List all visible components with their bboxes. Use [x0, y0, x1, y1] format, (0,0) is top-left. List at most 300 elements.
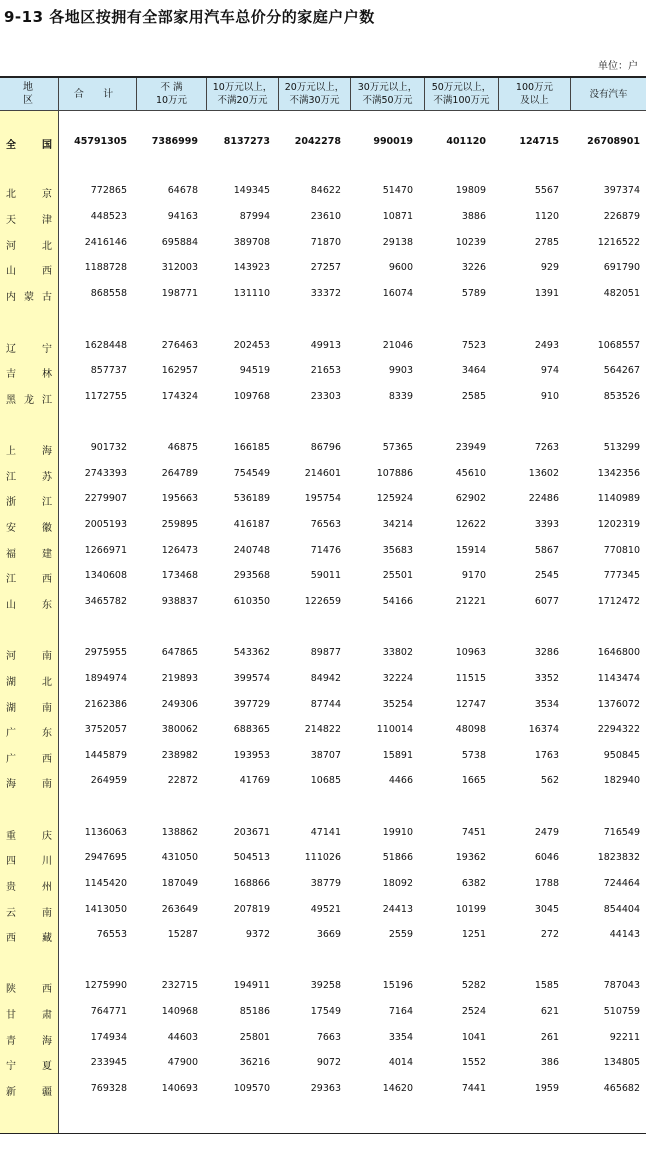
- value-cell: 25801: [239, 1032, 270, 1043]
- value-cell: 5282: [461, 980, 486, 991]
- value-cell: 261: [540, 1032, 559, 1043]
- value-cell: 2279907: [84, 493, 127, 504]
- column-header-no-car: 没有汽车: [570, 78, 646, 110]
- value-cell: 27257: [310, 262, 341, 273]
- region-name: 重 庆: [6, 831, 52, 842]
- value-cell: 109768: [233, 391, 270, 402]
- value-cell: 48098: [455, 724, 486, 735]
- value-cell: 203671: [233, 827, 270, 838]
- value-cell: 3286: [534, 647, 559, 658]
- value-cell: 264959: [90, 775, 127, 786]
- value-cell: 564267: [603, 365, 640, 376]
- value-cell: 2947695: [84, 852, 127, 863]
- value-cell: 21221: [455, 596, 486, 607]
- value-cell: 233945: [90, 1057, 127, 1068]
- value-cell: 22872: [167, 775, 198, 786]
- region-name: 辽 宁: [6, 344, 52, 355]
- value-cell: 2975955: [84, 647, 127, 658]
- value-cell: 1552: [461, 1057, 486, 1068]
- value-cell: 772865: [90, 185, 127, 196]
- table-header: [0, 78, 646, 111]
- value-cell: 938837: [161, 596, 198, 607]
- value-cell: 2416146: [84, 237, 127, 248]
- value-cell: 857737: [90, 365, 127, 376]
- value-cell: 168866: [233, 878, 270, 889]
- value-cell: 764771: [90, 1006, 127, 1017]
- region-name: 江 西: [6, 574, 52, 585]
- value-cell: 182940: [603, 775, 640, 786]
- value-cell: 482051: [603, 288, 640, 299]
- value-cell: 3465782: [84, 596, 127, 607]
- value-cell: 87744: [310, 699, 341, 710]
- value-cell: 2585: [461, 391, 486, 402]
- region-name: 山 西: [6, 266, 52, 277]
- value-cell: 3352: [534, 673, 559, 684]
- value-cell: 6046: [534, 852, 559, 863]
- table-row: [0, 724, 646, 742]
- value-cell: 2162386: [84, 699, 127, 710]
- value-cell: 47141: [310, 827, 341, 838]
- value-cell: 138862: [161, 827, 198, 838]
- table-row: [0, 878, 646, 896]
- value-cell: 513299: [603, 442, 640, 453]
- region-name: 北 京: [6, 189, 52, 200]
- table-row: [0, 365, 646, 383]
- value-cell: 9372: [245, 929, 270, 940]
- value-cell: 38707: [310, 750, 341, 761]
- value-cell: 3752057: [84, 724, 127, 735]
- value-cell: 1340608: [84, 570, 127, 581]
- value-cell: 15287: [167, 929, 198, 940]
- value-cell: 18092: [382, 878, 413, 889]
- value-cell: 38779: [310, 878, 341, 889]
- value-cell: 1376072: [597, 699, 640, 710]
- value-cell: 11515: [455, 673, 486, 684]
- region-name: 湖 北: [6, 677, 52, 688]
- value-cell: 769328: [90, 1083, 127, 1094]
- value-cell: 465682: [603, 1083, 640, 1094]
- table-row: [0, 647, 646, 665]
- table-row: [0, 288, 646, 306]
- value-cell: 110014: [376, 724, 413, 735]
- value-cell: 1172755: [84, 391, 127, 402]
- value-cell: 134805: [603, 1057, 640, 1068]
- table-row: [0, 493, 646, 511]
- region-name: 湖 南: [6, 703, 52, 714]
- value-cell: 149345: [233, 185, 270, 196]
- value-cell: 399574: [233, 673, 270, 684]
- bottom-rule: [0, 1133, 646, 1134]
- value-cell: 2493: [534, 340, 559, 351]
- value-cell: 1763: [534, 750, 559, 761]
- value-cell: 23610: [310, 211, 341, 222]
- value-cell: 448523: [90, 211, 127, 222]
- value-cell: 5867: [534, 545, 559, 556]
- region-name: 贵 州: [6, 882, 52, 893]
- value-cell: 21046: [382, 340, 413, 351]
- value-cell: 2785: [534, 237, 559, 248]
- value-cell: 198771: [161, 288, 198, 299]
- region-name: 西 藏: [6, 933, 52, 944]
- value-cell: 1041: [461, 1032, 486, 1043]
- value-cell: 7523: [461, 340, 486, 351]
- value-cell: 7386999: [151, 136, 198, 147]
- region-name: 天 津: [6, 215, 52, 226]
- value-cell: 10239: [455, 237, 486, 248]
- value-cell: 2545: [534, 570, 559, 581]
- value-cell: 688365: [233, 724, 270, 735]
- value-cell: 187049: [161, 878, 198, 889]
- value-cell: 22486: [528, 493, 559, 504]
- value-cell: 174324: [161, 391, 198, 402]
- value-cell: 34214: [382, 519, 413, 530]
- table-row: [0, 699, 646, 717]
- value-cell: 109570: [233, 1083, 270, 1094]
- value-cell: 724464: [603, 878, 640, 889]
- value-cell: 76563: [310, 519, 341, 530]
- value-cell: 16374: [528, 724, 559, 735]
- value-cell: 202453: [233, 340, 270, 351]
- value-cell: 397729: [233, 699, 270, 710]
- value-cell: 45610: [455, 468, 486, 479]
- value-cell: 39258: [310, 980, 341, 991]
- table-row: [0, 775, 646, 793]
- value-cell: 386: [540, 1057, 559, 1068]
- value-cell: 195754: [304, 493, 341, 504]
- column-header-total: 合 计: [58, 78, 136, 110]
- region-name: 广 东: [6, 728, 52, 739]
- region-name: 青 海: [6, 1036, 52, 1047]
- value-cell: 7441: [461, 1083, 486, 1094]
- region-name: 江 苏: [6, 472, 52, 483]
- value-cell: 1894974: [84, 673, 127, 684]
- value-cell: 47900: [167, 1057, 198, 1068]
- value-cell: 122659: [304, 596, 341, 607]
- value-cell: 15914: [455, 545, 486, 556]
- table-row: [0, 852, 646, 870]
- table-row: [0, 827, 646, 845]
- value-cell: 44143: [609, 929, 640, 940]
- value-cell: 8137273: [223, 136, 270, 147]
- value-cell: 2743393: [84, 468, 127, 479]
- value-cell: 716549: [603, 827, 640, 838]
- value-cell: 17549: [310, 1006, 341, 1017]
- value-cell: 214822: [304, 724, 341, 735]
- value-cell: 5567: [534, 185, 559, 196]
- value-cell: 389708: [233, 237, 270, 248]
- value-cell: 45791305: [74, 136, 127, 147]
- value-cell: 272: [540, 929, 559, 940]
- value-cell: 1251: [461, 929, 486, 940]
- value-cell: 12747: [455, 699, 486, 710]
- unit-label: 单位：户: [598, 61, 638, 72]
- value-cell: 107886: [376, 468, 413, 479]
- value-cell: 3464: [461, 365, 486, 376]
- value-cell: 990019: [373, 136, 413, 147]
- table-row: [0, 570, 646, 588]
- value-cell: 929: [540, 262, 559, 273]
- value-cell: 259895: [161, 519, 198, 530]
- value-cell: 71476: [310, 545, 341, 556]
- value-cell: 5789: [461, 288, 486, 299]
- value-cell: 195663: [161, 493, 198, 504]
- value-cell: 232715: [161, 980, 198, 991]
- table-row: [0, 391, 646, 409]
- column-header-under-10w: 不 满 10万元: [136, 78, 206, 110]
- value-cell: 2524: [461, 1006, 486, 1017]
- value-cell: 3226: [461, 262, 486, 273]
- region-name: 甘 肃: [6, 1010, 52, 1021]
- value-cell: 162957: [161, 365, 198, 376]
- value-cell: 33802: [382, 647, 413, 658]
- value-cell: 10199: [455, 904, 486, 915]
- value-cell: 4466: [388, 775, 413, 786]
- table-row: [0, 929, 646, 947]
- table-row: [0, 673, 646, 691]
- region-name: 山 东: [6, 600, 52, 611]
- value-cell: 140693: [161, 1083, 198, 1094]
- value-cell: 1585: [534, 980, 559, 991]
- value-cell: 226879: [603, 211, 640, 222]
- value-cell: 23303: [310, 391, 341, 402]
- table-row: [0, 904, 646, 922]
- value-cell: 19910: [382, 827, 413, 838]
- value-cell: 143923: [233, 262, 270, 273]
- value-cell: 14620: [382, 1083, 413, 1094]
- value-cell: 1445879: [84, 750, 127, 761]
- table-row: [0, 211, 646, 229]
- value-cell: 1665: [461, 775, 486, 786]
- value-cell: 249306: [161, 699, 198, 710]
- region-name: 上 海: [6, 446, 52, 457]
- value-cell: 125924: [376, 493, 413, 504]
- value-cell: 57365: [382, 442, 413, 453]
- value-cell: 3886: [461, 211, 486, 222]
- value-cell: 9170: [461, 570, 486, 581]
- value-cell: 854404: [603, 904, 640, 915]
- value-cell: 32224: [382, 673, 413, 684]
- value-cell: 41769: [239, 775, 270, 786]
- value-cell: 2294322: [597, 724, 640, 735]
- table-row: [0, 1083, 646, 1101]
- value-cell: 10871: [382, 211, 413, 222]
- table-row: [0, 185, 646, 203]
- value-cell: 1788: [534, 878, 559, 889]
- value-cell: 8339: [388, 391, 413, 402]
- column-header-10w-20w: 10万元以上， 不满20万元: [206, 78, 278, 110]
- value-cell: 194911: [233, 980, 270, 991]
- table-row: [0, 980, 646, 998]
- value-cell: 35254: [382, 699, 413, 710]
- value-cell: 124715: [519, 136, 559, 147]
- value-cell: 901732: [90, 442, 127, 453]
- value-cell: 35683: [382, 545, 413, 556]
- region-name: 内蒙古: [6, 292, 52, 303]
- region-name: 新 疆: [6, 1087, 52, 1098]
- value-cell: 868558: [90, 288, 127, 299]
- value-cell: 21653: [310, 365, 341, 376]
- value-cell: 174934: [90, 1032, 127, 1043]
- value-cell: 131110: [233, 288, 270, 299]
- table-row: [0, 262, 646, 280]
- value-cell: 950845: [603, 750, 640, 761]
- column-header-100w-plus: 100万元 及以上: [498, 78, 570, 110]
- value-cell: 1145420: [84, 878, 127, 889]
- region-name: 宁 夏: [6, 1061, 52, 1072]
- value-cell: 416187: [233, 519, 270, 530]
- value-cell: 695884: [161, 237, 198, 248]
- value-cell: 1266971: [84, 545, 127, 556]
- value-cell: 3354: [388, 1032, 413, 1043]
- value-cell: 87994: [239, 211, 270, 222]
- region-name: 福 建: [6, 549, 52, 560]
- value-cell: 54166: [382, 596, 413, 607]
- value-cell: 1391: [534, 288, 559, 299]
- value-cell: 29363: [310, 1083, 341, 1094]
- value-cell: 173468: [161, 570, 198, 581]
- value-cell: 510759: [603, 1006, 640, 1017]
- value-cell: 263649: [161, 904, 198, 915]
- table-row: [0, 442, 646, 460]
- value-cell: 76553: [96, 929, 127, 940]
- table-row: [0, 1057, 646, 1075]
- value-cell: 85186: [239, 1006, 270, 1017]
- value-cell: 71870: [310, 237, 341, 248]
- value-cell: 7164: [388, 1006, 413, 1017]
- column-header-region: 地 区: [23, 82, 43, 106]
- region-name: 海 南: [6, 779, 52, 790]
- value-cell: 64678: [167, 185, 198, 196]
- value-cell: 562: [540, 775, 559, 786]
- value-cell: 4014: [388, 1057, 413, 1068]
- value-cell: 3669: [316, 929, 341, 940]
- table-row: [0, 519, 646, 537]
- value-cell: 19809: [455, 185, 486, 196]
- value-cell: 3045: [534, 904, 559, 915]
- table-row: [0, 340, 646, 358]
- table-row: [0, 237, 646, 255]
- table-row: [0, 596, 646, 614]
- value-cell: 264789: [161, 468, 198, 479]
- value-cell: 2005193: [84, 519, 127, 530]
- region-name: 四 川: [6, 856, 52, 867]
- value-cell: 7451: [461, 827, 486, 838]
- value-cell: 910: [540, 391, 559, 402]
- table-row: [0, 136, 646, 154]
- table-row: [0, 545, 646, 563]
- value-cell: 51470: [382, 185, 413, 196]
- value-cell: 312003: [161, 262, 198, 273]
- value-cell: 49913: [310, 340, 341, 351]
- value-cell: 86796: [310, 442, 341, 453]
- table-row: [0, 468, 646, 486]
- value-cell: 5738: [461, 750, 486, 761]
- value-cell: 1136063: [84, 827, 127, 838]
- value-cell: 238982: [161, 750, 198, 761]
- value-cell: 543362: [233, 647, 270, 658]
- value-cell: 787043: [603, 980, 640, 991]
- value-cell: 401120: [446, 136, 486, 147]
- value-cell: 853526: [603, 391, 640, 402]
- column-header-30w-50w: 30万元以上， 不满50万元: [350, 78, 424, 110]
- value-cell: 84622: [310, 185, 341, 196]
- value-cell: 219893: [161, 673, 198, 684]
- value-cell: 1342356: [597, 468, 640, 479]
- value-cell: 3393: [534, 519, 559, 530]
- value-cell: 10963: [455, 647, 486, 658]
- region-name: 黑龙江: [6, 395, 52, 406]
- value-cell: 94163: [167, 211, 198, 222]
- value-cell: 974: [540, 365, 559, 376]
- value-cell: 1188728: [84, 262, 127, 273]
- value-cell: 2479: [534, 827, 559, 838]
- value-cell: 1712472: [597, 596, 640, 607]
- value-cell: 1140989: [597, 493, 640, 504]
- value-cell: 59011: [310, 570, 341, 581]
- value-cell: 84942: [310, 673, 341, 684]
- value-cell: 92211: [609, 1032, 640, 1043]
- value-cell: 126473: [161, 545, 198, 556]
- value-cell: 26708901: [587, 136, 640, 147]
- value-cell: 7663: [316, 1032, 341, 1043]
- value-cell: 2559: [388, 929, 413, 940]
- table-row: [0, 1032, 646, 1050]
- value-cell: 240748: [233, 545, 270, 556]
- value-cell: 536189: [233, 493, 270, 504]
- value-cell: 1646800: [597, 647, 640, 658]
- value-cell: 610350: [233, 596, 270, 607]
- value-cell: 276463: [161, 340, 198, 351]
- value-cell: 1216522: [597, 237, 640, 248]
- value-cell: 9903: [388, 365, 413, 376]
- value-cell: 15891: [382, 750, 413, 761]
- value-cell: 29138: [382, 237, 413, 248]
- value-cell: 397374: [603, 185, 640, 196]
- value-cell: 23949: [455, 442, 486, 453]
- value-cell: 1120: [534, 211, 559, 222]
- value-cell: 62902: [455, 493, 486, 504]
- value-cell: 770810: [603, 545, 640, 556]
- value-cell: 1202319: [597, 519, 640, 530]
- region-name: 河 北: [6, 241, 52, 252]
- value-cell: 25501: [382, 570, 413, 581]
- value-cell: 1068557: [597, 340, 640, 351]
- value-cell: 1143474: [597, 673, 640, 684]
- value-cell: 89877: [310, 647, 341, 658]
- value-cell: 504513: [233, 852, 270, 863]
- value-cell: 1275990: [84, 980, 127, 991]
- value-cell: 1413050: [84, 904, 127, 915]
- value-cell: 1823832: [597, 852, 640, 863]
- value-cell: 1628448: [84, 340, 127, 351]
- region-name: 安 徽: [6, 523, 52, 534]
- value-cell: 15196: [382, 980, 413, 991]
- value-cell: 140968: [161, 1006, 198, 1017]
- table-row: [0, 750, 646, 768]
- value-cell: 1959: [534, 1083, 559, 1094]
- value-cell: 380062: [161, 724, 198, 735]
- value-cell: 9072: [316, 1057, 341, 1068]
- value-cell: 49521: [310, 904, 341, 915]
- column-header-20w-30w: 20万元以上， 不满30万元: [278, 78, 350, 110]
- value-cell: 10685: [310, 775, 341, 786]
- value-cell: 6382: [461, 878, 486, 889]
- region-name: 陕 西: [6, 984, 52, 995]
- region-name: 河 南: [6, 651, 52, 662]
- value-cell: 214601: [304, 468, 341, 479]
- region-name: 吉 林: [6, 369, 52, 380]
- value-cell: 7263: [534, 442, 559, 453]
